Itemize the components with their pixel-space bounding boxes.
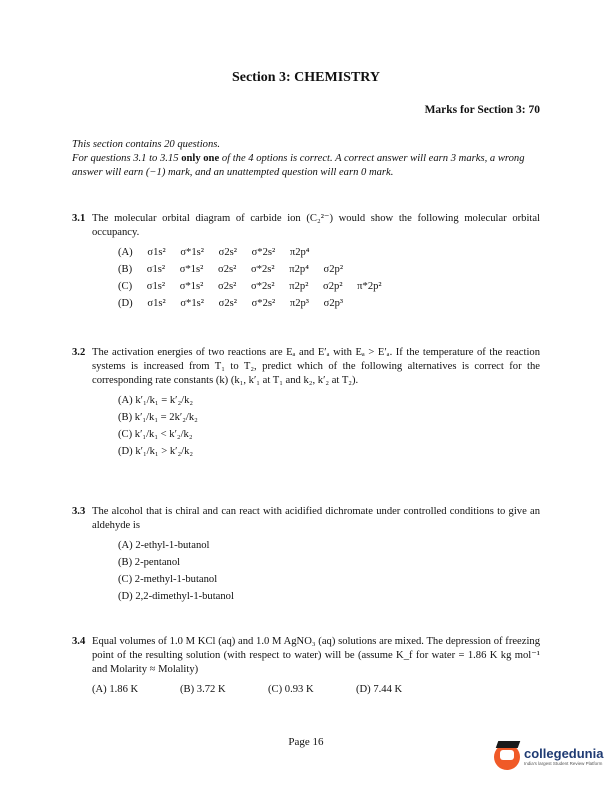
- orbital-term: σ*1s²: [180, 298, 204, 309]
- option-a[interactable]: (A) k′₁/k₁ = k′₂/k₂: [118, 395, 194, 406]
- question-number: 3.2: [72, 347, 86, 358]
- question-text: The alcohol that is chiral and can react with acidified dichromate under controlled conditions to give an aldehyde is: [92, 506, 540, 531]
- section-instructions: [72, 138, 540, 180]
- orbital-term: σ*1s²: [179, 281, 204, 292]
- orbital-term: σ2p²: [323, 281, 343, 292]
- option-b[interactable]: (B) 3.72 K: [180, 684, 226, 695]
- logo-tagline: India's largest Student Review Platform: [524, 761, 603, 766]
- option-list: [118, 392, 540, 460]
- option-label: (B): [118, 264, 133, 275]
- orbital-term: σ1s²: [146, 264, 166, 275]
- option-list: [118, 244, 540, 312]
- orbital-term: π2p⁴: [289, 264, 309, 275]
- option-a[interactable]: [118, 244, 540, 261]
- option-b[interactable]: (B) k′₁/k₁ = 2k′₂/k₂: [118, 412, 198, 423]
- option-label: (A): [118, 247, 133, 258]
- orbital-term: σ2s²: [218, 298, 237, 309]
- orbital-term: σ*2s²: [251, 247, 276, 258]
- question-number: 3.3: [72, 506, 86, 517]
- option-c[interactable]: (C) 0.93 K: [268, 684, 314, 695]
- orbital-term: π2p⁴: [289, 247, 310, 258]
- option-d[interactable]: (D) 7.44 K: [356, 684, 403, 695]
- option-a[interactable]: (A) 1.86 K: [92, 684, 139, 695]
- option-list: [92, 683, 540, 697]
- question-number: 3.4: [72, 636, 86, 647]
- option-b[interactable]: [118, 261, 540, 278]
- orbital-term: σ*2s²: [251, 298, 276, 309]
- orbital-term: σ*1s²: [180, 247, 204, 258]
- option-d[interactable]: [118, 295, 540, 312]
- orbital-term: σ2s²: [218, 281, 237, 292]
- option-b[interactable]: (B) 2-pentanol: [118, 557, 181, 568]
- question-3-3: [72, 505, 540, 605]
- orbital-term: σ2p³: [323, 298, 344, 309]
- option-d[interactable]: (D) k′₁/k₁ > k′₂/k₂: [118, 446, 194, 457]
- instruction-emphasis: only one: [181, 153, 220, 164]
- orbital-term: σ1s²: [147, 247, 166, 258]
- option-label: (D): [118, 298, 133, 309]
- collegedunia-logo: [494, 737, 604, 777]
- question-3-4: [72, 635, 540, 697]
- orbital-term: σ*2s²: [250, 281, 275, 292]
- option-list: [118, 537, 540, 605]
- orbital-term: σ2p²: [323, 264, 344, 275]
- question-3-2: [72, 346, 540, 460]
- orbital-term: σ1s²: [146, 281, 166, 292]
- option-label: (C): [118, 281, 133, 292]
- orbital-term: σ2s²: [218, 264, 237, 275]
- question-text: Equal volumes of 1.0 M KCl (aq) and 1.0 M AgNO₃ (aq) solutions are mixed. The depression of freezing point of the resulting solution (with respect to water) will be (assume K_f for water = 1.86 K kg mol⁻¹ and Molarity ≈ Molality): [92, 636, 540, 675]
- orbital-term: σ2s²: [218, 247, 237, 258]
- orbital-term: σ*2s²: [250, 264, 275, 275]
- option-c[interactable]: (C) k′₁/k₁ < k′₂/k₂: [118, 429, 193, 440]
- question-text: The molecular orbital diagram of carbide ion (C₂²⁻) would show the following molecular orbital occupancy.: [92, 213, 540, 238]
- question-text: The activation energies of two reactions are Eₐ and E′ₐ with Eₐ > E′ₐ. If the temperature of the reaction systems is increased from T₁ to T₂, predict which of the following alternatives is correct for the corresponding rate constants (k) (k₁, k′₁ at T₁ and k₂, k′₂ at T₂).: [92, 347, 540, 386]
- orbital-term: σ1s²: [147, 298, 166, 309]
- option-c[interactable]: (C) 2-methyl-1-butanol: [118, 574, 218, 585]
- option-c[interactable]: [118, 278, 540, 295]
- orbital-term: π*2p²: [357, 281, 382, 292]
- orbital-term: π2p²: [289, 281, 309, 292]
- instruction-line-1: This section contains 20 questions.: [72, 139, 221, 150]
- option-a[interactable]: (A) 2-ethyl-1-butanol: [118, 540, 210, 551]
- logo-brand: collegedunia: [524, 746, 604, 761]
- question-3-1: [72, 212, 540, 312]
- option-d[interactable]: (D) 2,2-dimethyl-1-butanol: [118, 591, 234, 602]
- graduation-cap-icon: [494, 744, 520, 770]
- instruction-text-post: of the 4 options is correct. A correct answer will earn 3 marks, a wrong answer will earn (−1) mark, and an unattempted question will earn 0 mark.: [72, 153, 525, 178]
- instruction-line-2: [72, 152, 540, 180]
- page-number: Page 16: [288, 736, 324, 748]
- section-title: Section 3: CHEMISTRY: [231, 70, 381, 85]
- question-number: 3.1: [72, 213, 86, 224]
- orbital-term: π2p³: [289, 298, 309, 309]
- orbital-term: σ*1s²: [179, 264, 204, 275]
- section-marks: Marks for Section 3: 70: [424, 104, 540, 116]
- instruction-text-pre: For questions 3.1 to 3.15: [72, 153, 179, 164]
